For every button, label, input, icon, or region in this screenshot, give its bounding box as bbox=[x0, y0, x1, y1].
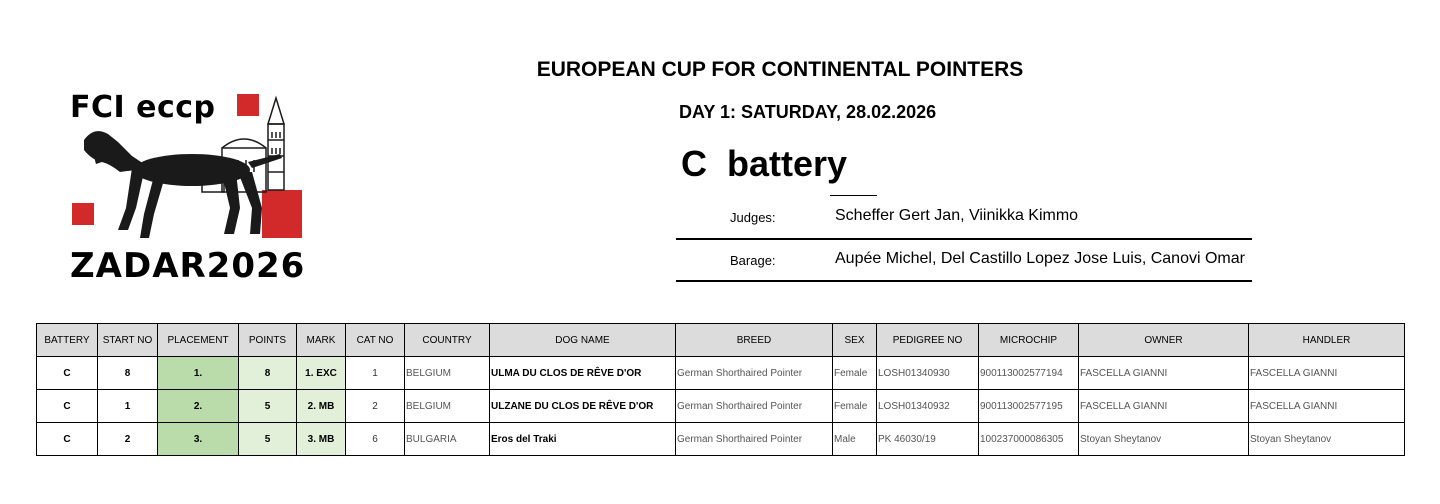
cell-country: BELGIUM bbox=[405, 357, 490, 390]
day-subtitle: DAY 1: SATURDAY, 28.02.2026 bbox=[679, 102, 937, 122]
cell-pedigree: LOSH01340932 bbox=[877, 390, 979, 423]
cell-points: 8 bbox=[239, 357, 297, 390]
cell-handler: Stoyan Sheytanov bbox=[1249, 423, 1405, 456]
cell-handler: FASCELLA GIANNI bbox=[1249, 390, 1405, 423]
logo-top-text: FCI eccp bbox=[70, 90, 216, 125]
pointer-dog-icon bbox=[84, 131, 282, 238]
barage-value: Aupée Michel, Del Castillo Lopez Jose Luis, Canovi Omar bbox=[835, 250, 1245, 267]
cell-handler: FASCELLA GIANNI bbox=[1249, 357, 1405, 390]
red-square-left bbox=[72, 203, 94, 225]
cell-start-no: 2 bbox=[98, 423, 158, 456]
cell-battery: C bbox=[37, 357, 98, 390]
cell-owner: FASCELLA GIANNI bbox=[1079, 390, 1249, 423]
col-header: COUNTRY bbox=[405, 324, 490, 357]
cell-cat-no: 6 bbox=[346, 423, 405, 456]
cell-owner: FASCELLA GIANNI bbox=[1079, 357, 1249, 390]
cell-dog-name: Eros del Traki bbox=[490, 423, 676, 456]
divider bbox=[676, 238, 1252, 240]
cell-cat-no: 1 bbox=[346, 357, 405, 390]
barage-label: Barage: bbox=[730, 253, 776, 268]
divider bbox=[676, 280, 1252, 282]
col-header: CAT NO bbox=[346, 324, 405, 357]
cell-points: 5 bbox=[239, 423, 297, 456]
cell-mark: 3. MB bbox=[297, 423, 346, 456]
col-header: OWNER bbox=[1079, 324, 1249, 357]
table-header-row bbox=[37, 324, 1405, 357]
cell-microchip: 900113002577195 bbox=[979, 390, 1079, 423]
col-header: HANDLER bbox=[1249, 324, 1405, 357]
red-square-right bbox=[262, 190, 302, 238]
judges-row bbox=[676, 198, 1252, 238]
red-square-top bbox=[237, 94, 259, 116]
col-header: BATTERY bbox=[37, 324, 98, 357]
table-row bbox=[37, 390, 1405, 423]
table-row bbox=[37, 357, 1405, 390]
judges-value: Scheffer Gert Jan, Viinikka Kimmo bbox=[835, 207, 1079, 224]
page-title: EUROPEAN CUP FOR CONTINENTAL POINTERS bbox=[536, 58, 1024, 81]
cell-placement: 3. bbox=[158, 423, 239, 456]
cell-breed: German Shorthaired Pointer bbox=[676, 357, 833, 390]
cell-country: BELGIUM bbox=[405, 390, 490, 423]
cell-pedigree: LOSH01340930 bbox=[877, 357, 979, 390]
cell-mark: 1. EXC bbox=[297, 357, 346, 390]
cell-mark: 2. MB bbox=[297, 390, 346, 423]
battery-word: battery bbox=[727, 143, 848, 184]
cell-sex: Male bbox=[833, 423, 877, 456]
cell-start-no: 8 bbox=[98, 357, 158, 390]
cell-cat-no: 2 bbox=[346, 390, 405, 423]
cell-breed: German Shorthaired Pointer bbox=[676, 423, 833, 456]
cell-placement: 2. bbox=[158, 390, 239, 423]
battery-underline bbox=[830, 195, 877, 196]
cell-microchip: 100237000086305 bbox=[979, 423, 1079, 456]
battery-letter: C bbox=[681, 143, 707, 184]
col-header: PEDIGREE NO bbox=[877, 324, 979, 357]
cell-sex: Female bbox=[833, 357, 877, 390]
cell-placement: 1. bbox=[158, 357, 239, 390]
judges-label: Judges: bbox=[730, 210, 776, 225]
cell-points: 5 bbox=[239, 390, 297, 423]
cell-battery: C bbox=[37, 423, 98, 456]
col-header: BREED bbox=[676, 324, 833, 357]
barage-row bbox=[676, 241, 1252, 281]
col-header: DOG NAME bbox=[490, 324, 676, 357]
cell-battery: C bbox=[37, 390, 98, 423]
cell-breed: German Shorthaired Pointer bbox=[676, 390, 833, 423]
cell-microchip: 900113002577194 bbox=[979, 357, 1079, 390]
table-row bbox=[37, 423, 1405, 456]
cell-dog-name: ULMA DU CLOS DE RÊVE D'OR bbox=[490, 357, 676, 390]
col-header: MARK bbox=[297, 324, 346, 357]
cell-pedigree: PK 46030/19 bbox=[877, 423, 979, 456]
bell-tower-icon bbox=[268, 98, 284, 190]
cell-owner: Stoyan Sheytanov bbox=[1079, 423, 1249, 456]
col-header: POINTS bbox=[239, 324, 297, 357]
cell-sex: Female bbox=[833, 390, 877, 423]
logo-bottom-text: ZADAR2026 bbox=[70, 246, 306, 286]
cell-start-no: 1 bbox=[98, 390, 158, 423]
cell-country: BULGARIA bbox=[405, 423, 490, 456]
col-header: SEX bbox=[833, 324, 877, 357]
col-header: START NO bbox=[98, 324, 158, 357]
results-table bbox=[36, 323, 1405, 456]
battery-heading bbox=[681, 143, 847, 185]
cell-dog-name: ULZANE DU CLOS DE RÊVE D'OR bbox=[490, 390, 676, 423]
col-header: PLACEMENT bbox=[158, 324, 239, 357]
col-header: MICROCHIP bbox=[979, 324, 1079, 357]
